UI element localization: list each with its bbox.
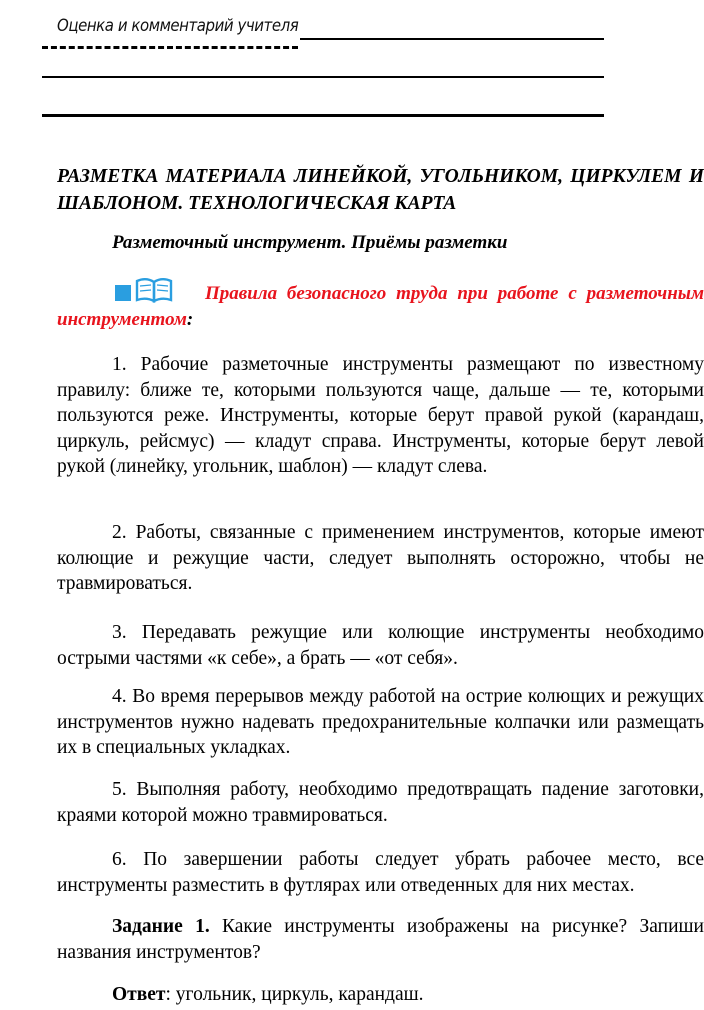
rule-item-2: 2. Работы, связанные с применением инструментов, которые имеют колющие и режущие части, следует выполнять осторожно, чтобы не травмироваться.: [57, 522, 704, 595]
comment-line-1: [300, 38, 604, 40]
rule-item-5: 5. Выполняя работу, необходимо предотвращать падение заготовки, краями которой можно травмироваться.: [57, 779, 704, 826]
rule-item-1: 1. Рабочие разметочные инструменты размещают по известному правилу: ближе те, которыми пользуются чаще, дальше — те, которыми пользуются реже. Инструменты, которые берут правой рукой (карандаш, циркуль, рейсмус) — кладут справа. Инструменты, которые берут левой рукой (линейку, угольник, шаблон) — кладут слева.: [57, 354, 704, 478]
rule-item-6: 6. По завершении работы следует убрать рабочее место, все инструменты разместить в футлярах или отведенных для них местах.: [57, 849, 704, 896]
answer-paragraph: [57, 982, 704, 1008]
rules-heading-colon: :: [186, 309, 194, 330]
rules-heading: [57, 281, 704, 333]
answer-label: Ответ: [112, 984, 166, 1005]
dashed-underline: [42, 46, 298, 49]
task-label: Задание 1.: [112, 916, 210, 937]
task-text: Какие инструменты изображены на рисунке? Запиши названия инструментов?: [57, 916, 704, 963]
answer-text: : угольник, циркуль, карандаш.: [165, 984, 424, 1005]
task-paragraph: [57, 914, 704, 965]
rule-item-4: 4. Во время перерывов между работой на острие колющих и режущих инструментов нужно надевать предохранительные колпачки или размещать их в специальных укладках.: [57, 686, 704, 759]
comment-line-2: [42, 76, 604, 78]
comment-line-3: [42, 114, 604, 117]
rules-heading-text: Правила безопасного труда при работе с разметочным инструментом: [57, 283, 704, 330]
teacher-comment-label: Оценка и комментарий учителя: [57, 16, 299, 36]
rules-heading-block: [57, 281, 704, 333]
section-subtitle: Разметочный инструмент. Приёмы разметки: [112, 232, 508, 253]
rule-item-3: 3. Передавать режущие или колющие инструменты необходимо острыми частями «к себе», а брать — «от себя».: [57, 622, 704, 669]
page-title: РАЗМЕТКА МАТЕРИАЛА ЛИНЕЙКОЙ, УГОЛЬНИКОМ, ЦИРКУЛЕМ И ШАБЛОНОМ. ТЕХНОЛОГИЧЕСКАЯ КАРТА: [57, 166, 704, 214]
